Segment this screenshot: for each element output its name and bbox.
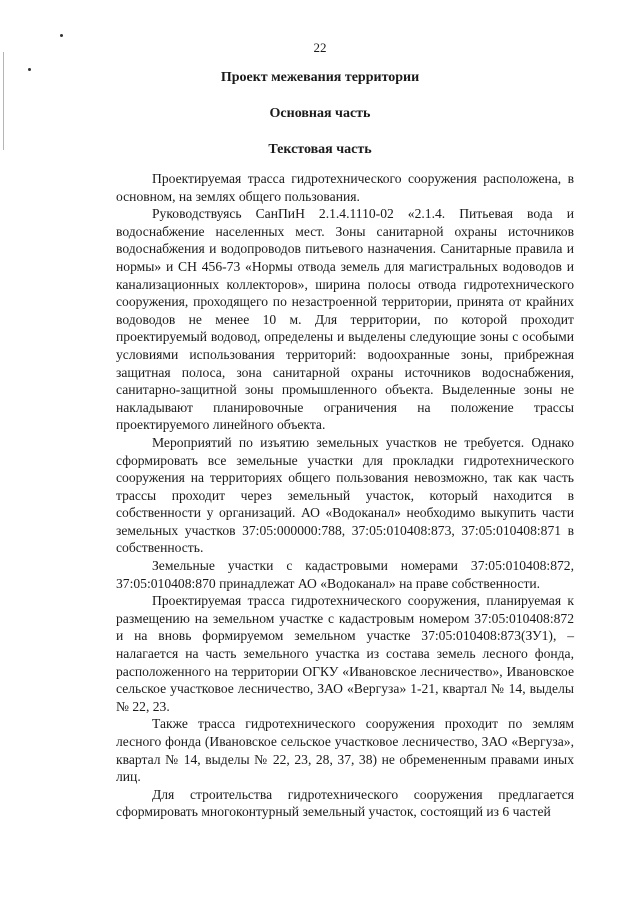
paragraph-land-acquisition: Мероприятий по изъятию земельных участков не требуется. Однако сформировать все земельные участки для прокладки гидротехнического сооружения на территориях общего пользования невозможно, так как часть трассы проходит через земельный участок, который находится в собственности у организаций. АО «Водоканал» необходимо выкупить части земельных участков 37:05:000000:788, 37:05:010408:873, 37:05:010408:871 в собственность. — [116, 434, 574, 556]
paragraph-forest-overlap: Проектируемая трасса гидротехнического сооружения, планируемая к размещению на земельном участке с кадастровым номером 37:05:010408:872 и на вновь формируемом земельном участке 37:05:010408:873(ЗУ1), – налагается на часть земельного участка из состава земель лесного фонда, расположенного на территории ОГКУ «Ивановское лесничество», Ивановское сельское участковое лесничество, ЗАО «Вергуза» 1-21, квартал № 14, выделы № 22, 23. — [116, 593, 574, 714]
subsection-heading: Текстовая часть — [268, 142, 372, 157]
paragraph-location: Проектируемая трасса гидротехнического сооружения расположена, в основном, на землях общего пользования. — [116, 171, 574, 204]
paragraph-ownership: Земельные участки с кадастровыми номерами 37:05:010408:872, 37:05:010408:870 принадлежат АО «Водоканал» на праве собственности. — [116, 558, 574, 591]
body-text — [116, 170, 574, 821]
section-heading: Основная часть — [269, 106, 371, 121]
paragraph-forest-fund: Также трасса гидротехнического сооружения проходит по землям лесного фонда (Ивановское сельское участковое лесничество, ЗАО «Вергуза», квартал № 14, выделы № 22, 23, 28, 37, 38) не обремененным правами иных лиц. — [116, 716, 574, 785]
paragraph-regulations: Руководствуясь СанПиН 2.1.4.1110-02 «2.1.4. Питьевая вода и водоснабжение населенных мест. Зоны санитарной охраны источников водоснабжения и водопроводов питьевого назначения. Санитарные правила и нормы» и СН 456-73 «Нормы отвода земель для магистральных водоводов и канализационных коллекторов», ширина полосы отвода гидротехнического сооружения, проходящего по незастроенной территории, принята от крайних водоводов не менее 10 м. Для территории, по которой проходит проектируемый водовод, определены и выделены следующие зоны с особыми условиями использования территорий: водоохранные зоны, прибрежная защитная полоса, зона санитарной охраны источников водоснабжения, санитарно-защитной зоны промышленного объекта. Выделенные зоны не накладывают планировочные ограничения на положение трассы проектируемого линейного объекта. — [116, 206, 574, 433]
scan-speck — [60, 34, 63, 37]
document-title: Проект межевания территории — [220, 70, 420, 85]
paragraph-multicontour-plot: Для строительства гидротехнического сооружения предлагается сформировать многоконтурный земельный участок, состоящий из 6 частей — [116, 786, 574, 820]
binding-edge-line — [3, 52, 4, 150]
page-number: 22 — [313, 40, 327, 55]
